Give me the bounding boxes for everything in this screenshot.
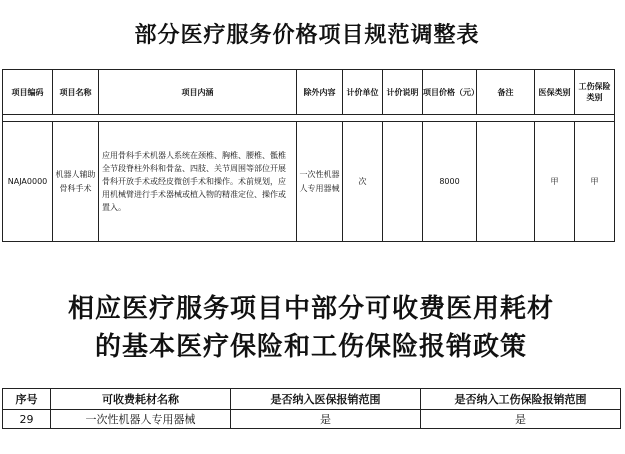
cell-price: 8000 — [423, 122, 477, 242]
header-remark: 备注 — [477, 70, 535, 115]
table2-title-line2: 的基本医疗保险和工伤保险报销政策 — [94, 332, 527, 362]
table2-title — [2, 290, 620, 366]
table-header-row — [3, 70, 615, 115]
cell-material-name: 一次性机器人专用器械 — [51, 410, 231, 429]
cell-injury: 甲 — [575, 122, 615, 242]
header-index: 序号 — [3, 389, 51, 410]
cell-medical: 甲 — [535, 122, 575, 242]
price-adjustment-table — [2, 69, 615, 242]
table-row — [3, 410, 621, 429]
table2-title-line1: 相应医疗服务项目中部分可收费医用耗材 — [67, 294, 554, 324]
header-medical-scope: 是否纳入医保报销范围 — [231, 389, 421, 410]
price-adjustment-panel — [2, 8, 612, 240]
cell-index: 29 — [3, 410, 51, 429]
reimbursement-panel — [2, 278, 620, 454]
cell-content: 应用骨科手术机器人系统在颈椎、胸椎、腰椎、骶椎全节段脊柱外科和骨盆、四肢、关节周围等部位开展骨科开放手术或经皮微创手术和操作。术前规划，应用机械臂进行手术器械或植入物的精准定位、操作或置入。 — [99, 122, 297, 242]
header-excluded: 除外内容 — [297, 70, 343, 115]
spacer-cell — [3, 115, 615, 122]
table1-title: 部分医疗服务价格项目规范调整表 — [134, 22, 480, 48]
header-medical: 医保类别 — [535, 70, 575, 115]
header-injury: 工伤保险类别 — [575, 70, 615, 115]
header-code: 项目编码 — [3, 70, 53, 115]
cell-name: 机器人辅助骨科手术 — [53, 122, 99, 242]
header-name: 项目名称 — [53, 70, 99, 115]
cell-code: NAJA0000 — [3, 122, 53, 242]
header-unit: 计价单位 — [343, 70, 383, 115]
cell-excluded: 一次性机器人专用器械 — [297, 122, 343, 242]
header-note: 计价说明 — [383, 70, 423, 115]
header-injury-scope: 是否纳入工伤保险报销范围 — [421, 389, 621, 410]
table-row — [3, 122, 615, 242]
cell-unit: 次 — [343, 122, 383, 242]
header-price: 项目价格（元） — [423, 70, 477, 115]
header-content: 项目内涵 — [99, 70, 297, 115]
header-material-name: 可收费耗材名称 — [51, 389, 231, 410]
table-header-row — [3, 389, 621, 410]
cell-note — [383, 122, 423, 242]
cell-medical-scope: 是 — [231, 410, 421, 429]
spacer-row — [3, 115, 615, 122]
reimbursement-table — [2, 388, 621, 429]
cell-injury-scope: 是 — [421, 410, 621, 429]
cell-remark — [477, 122, 535, 242]
